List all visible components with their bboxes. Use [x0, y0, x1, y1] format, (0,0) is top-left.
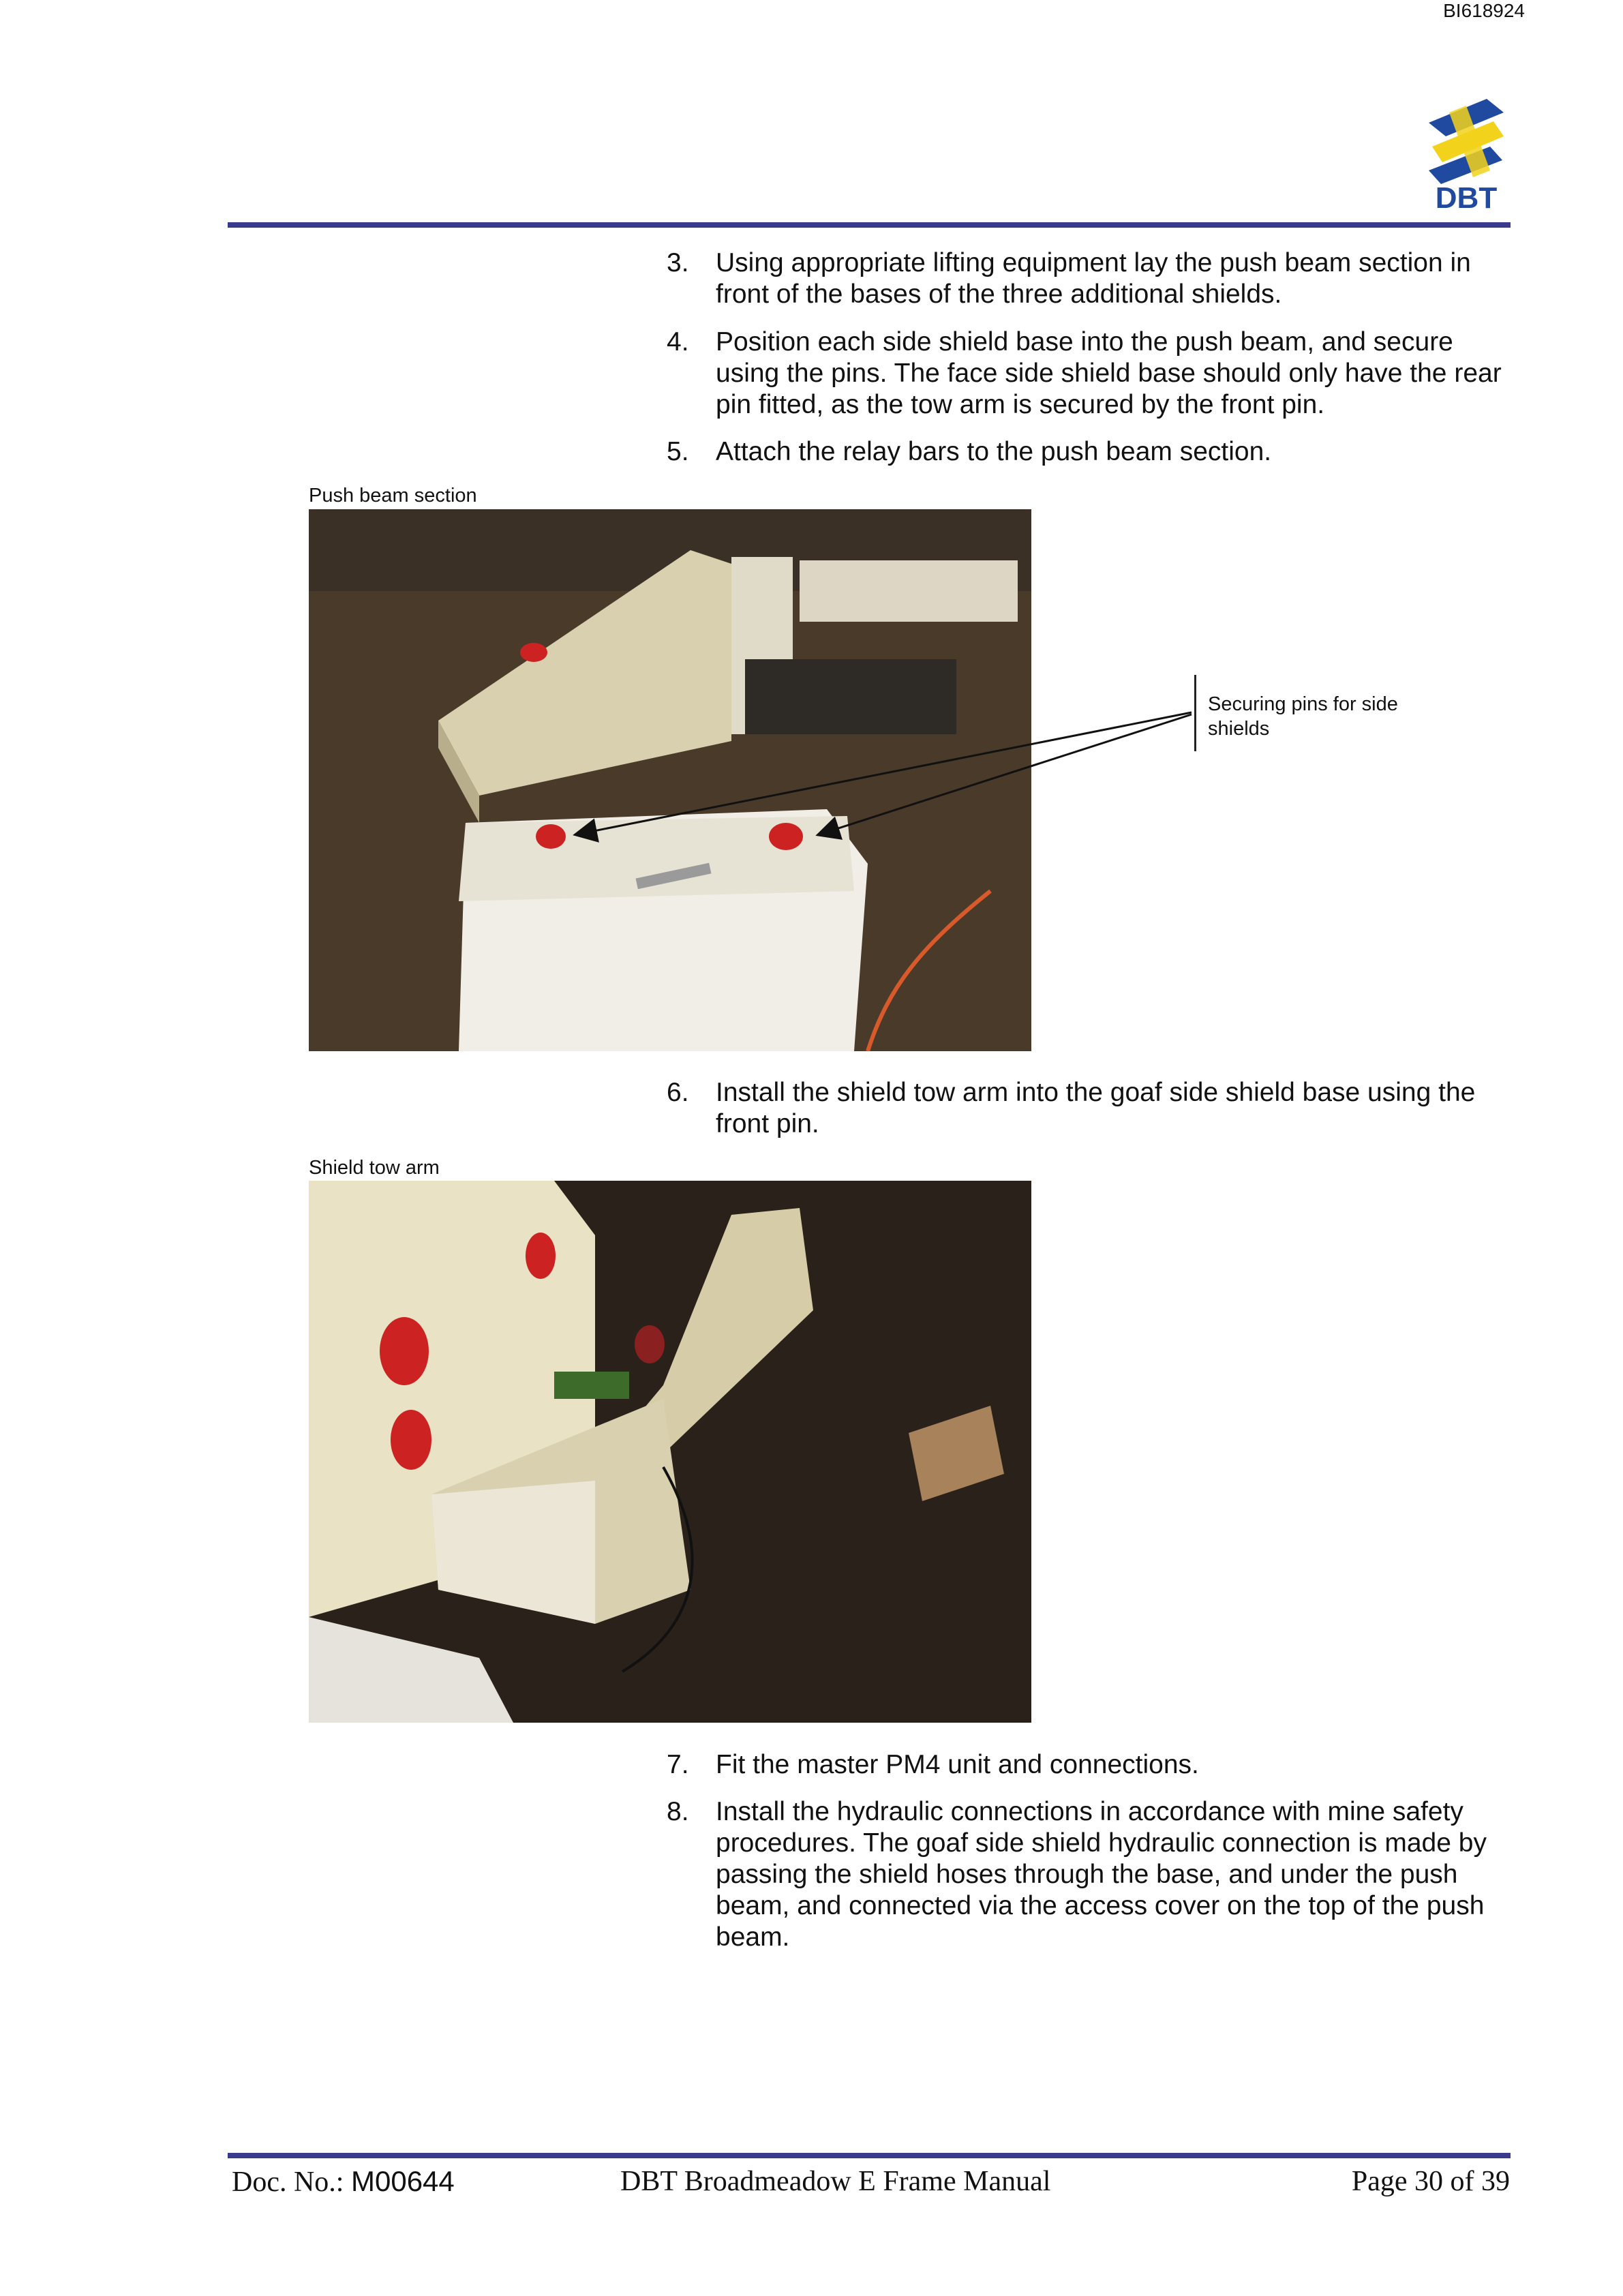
footer-rule — [228, 2153, 1511, 2158]
figure-caption-push-beam: Push beam section — [309, 485, 477, 507]
figure-caption-tow-arm: Shield tow arm — [309, 1157, 440, 1179]
step-number: 5. — [667, 437, 689, 466]
page-number: Page 30 of 39 — [1351, 2166, 1510, 2197]
step-text: Install the hydraulic connections in accordance with mine safety procedures. The goaf side shield hydraulic connection is made by passing the shield hoses through the base, and under the push beam, and connected via the access cover on the top of the push beam. — [716, 1797, 1487, 1952]
step-text: Using appropriate lifting equipment lay the push beam section in front of the bases of the three additional shields. — [716, 248, 1471, 309]
step-number: 4. — [667, 327, 689, 357]
step-number: 6. — [667, 1078, 689, 1107]
step-number: 3. — [667, 248, 689, 277]
logo-text: DBT — [1435, 181, 1498, 211]
tow-arm-photo — [309, 1181, 1031, 1723]
step-text: Position each side shield base into the push beam, and secure using the pins. The face side shield base should only have the rear pin fitted, as the tow arm is secured by the front pin. — [716, 327, 1502, 419]
doc-number: M00644 — [350, 2165, 455, 2197]
doc-label: Doc. No.: — [232, 2166, 351, 2198]
callout-bar — [1194, 675, 1196, 751]
callout-label: Securing pins for side shields — [1208, 693, 1398, 740]
step-text: Install the shield tow arm into the goaf side shield base using the front pin. — [716, 1078, 1476, 1138]
step-text: Fit the master PM4 unit and connections. — [716, 1750, 1199, 1779]
document-id: BI618924 — [1443, 0, 1525, 21]
step-number: 7. — [667, 1750, 689, 1779]
step-text: Attach the relay bars to the push beam section. — [716, 437, 1272, 466]
footer-doc-number — [232, 2165, 455, 2199]
footer-title: DBT Broadmeadow E Frame Manual — [620, 2166, 1051, 2197]
step-number: 8. — [667, 1797, 689, 1826]
